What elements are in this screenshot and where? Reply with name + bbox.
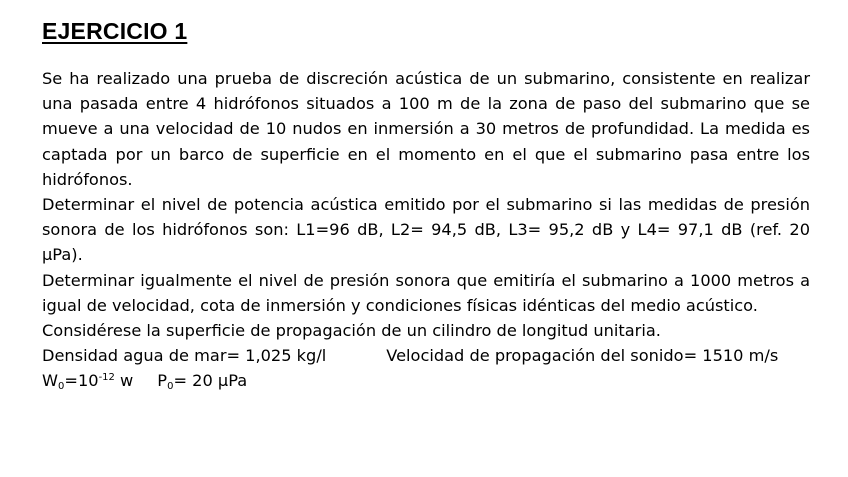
reference-line <box>42 368 810 393</box>
reference-power <box>42 368 133 393</box>
w0-unit: w <box>114 371 134 391</box>
w0-equals: =10 <box>64 371 99 391</box>
w0-symbol: W <box>42 371 59 391</box>
p0-value: = 20 µPa <box>173 371 248 391</box>
reference-pressure <box>157 368 247 393</box>
density-value: Densidad agua de mar= 1,025 kg/l <box>42 346 327 366</box>
paragraph-assumption: Considérese la superficie de propagación de un cilindro de longitud unitaria. <box>42 321 661 341</box>
paragraph-description: Se ha realizado una prueba de discreción acústica de un submarino, consistente en realizar una pasada entre 4 hidrófonos situados a 100 m de la zona de paso del submarino que se mueve a una velocidad de 10 nudos en inmersión a 30 metros de profundidad. La medida es captada por un barco de superficie en el momento en el que el submarino pasa entre los hidrófonos. <box>42 69 810 189</box>
exercise-title: EJERCICIO 1 <box>42 18 188 44</box>
sound-speed-value: Velocidad de propagación del sonido= 1510 m/s <box>386 346 779 366</box>
exercise-body <box>42 66 810 394</box>
w0-exponent: -12 <box>98 372 115 384</box>
p0-subscript: 0 <box>167 381 174 393</box>
paragraph-task-power-level: Determinar el nivel de potencia acústica emitido por el submarino si las medidas de presión sonora de los hidrófonos son: L1=96 dB, L2= 94,5 dB, L3= 95,2 dB y L4= 97,1 dB (ref. 20 µPa). <box>42 195 810 265</box>
paragraph-task-pressure-level: Determinar igualmente el nivel de presión sonora que emitiría el submarino a 1000 metros a igual de velocidad, cota de inmersión y condiciones físicas idénticas del medio acústico. <box>42 270 810 315</box>
w0-subscript: 0 <box>58 381 65 393</box>
data-line <box>42 343 810 368</box>
p0-symbol: P <box>157 371 168 391</box>
